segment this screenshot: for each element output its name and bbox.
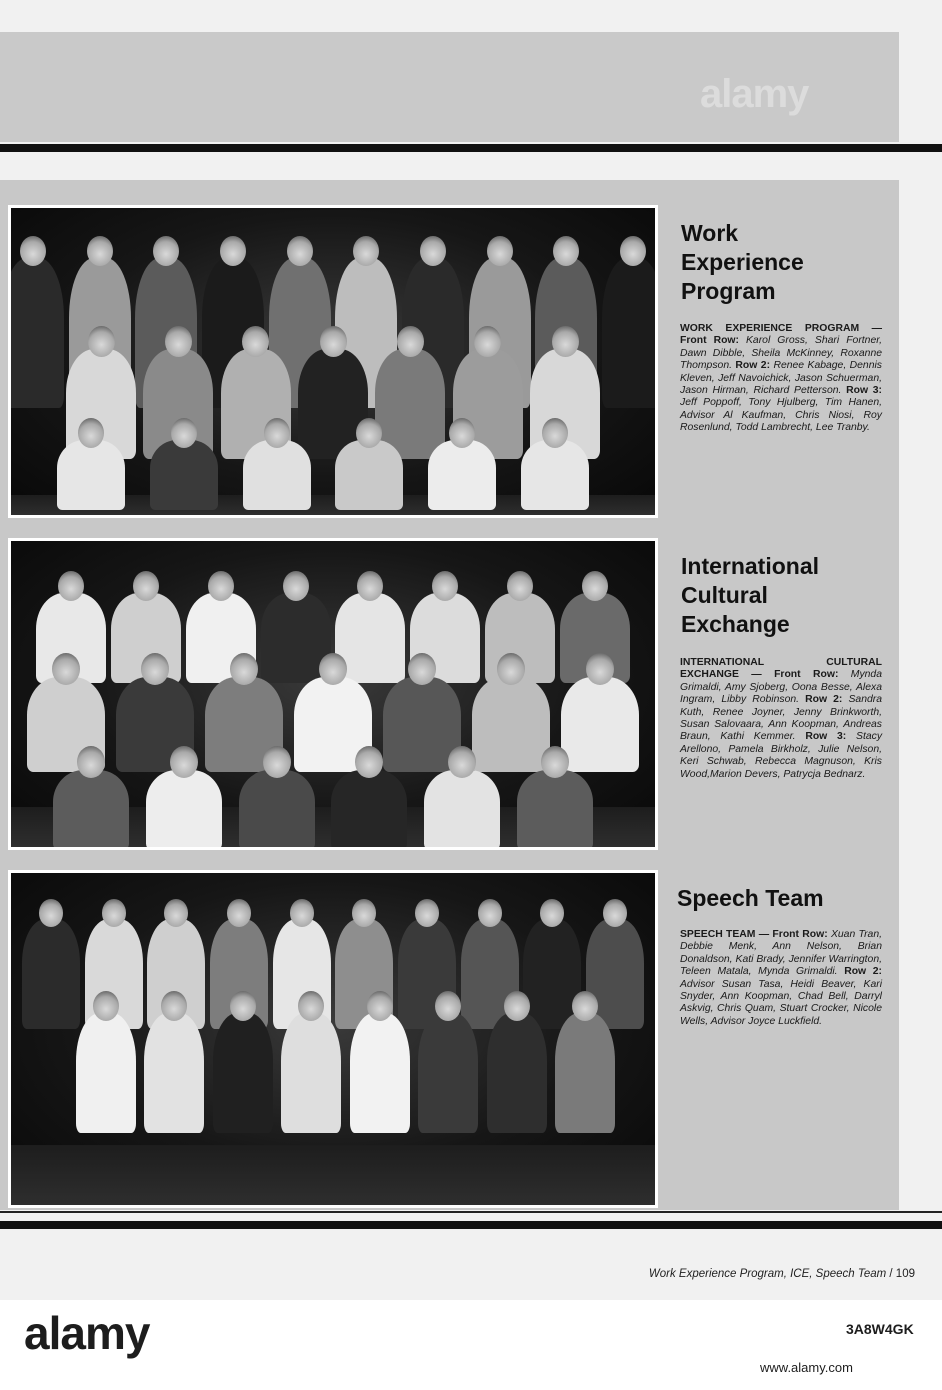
watermark: alamy [700,72,809,116]
caption-row2-label: Row 2: [805,694,843,706]
caption-row2: Sandra Kuth, Renee Joyner, Jenny Brinkworth, Susan Salovaara, Ann Koopman, Andreas Braun, Kathi Kemmer. [680,694,882,743]
caption-row3: Jeff Poppoff, Tony Hjulberg, Tim Hanen, Advisor Al Kaufman, Chris Niosi, Roy Rosenlund, Todd Lambrecht, Lee Tranby. [680,397,882,434]
work-experience-photo [8,205,658,518]
stage-floor [11,1145,655,1205]
caption-row1: Karol Gross, Shari Fortner, Dawn Dibble, Sheila McKinney, Roxanne Thompson. [680,335,882,372]
group-photo-image [11,208,655,515]
title-line: International [681,553,820,579]
ice-photo [8,538,658,850]
speech-team-photo [8,870,658,1208]
caption-row3-label: Row 3: [805,731,847,743]
title-line: Exchange [681,611,790,637]
group-photo-image [11,541,655,847]
title-line: Cultural [681,582,768,608]
caption-lead: WORK EXPERIENCE PROGRAM — Front Row: [680,323,882,347]
caption-row3: Stacy Arellono, Pamela Birkholz, Julie Nelson, Keri Schwab, Rebecca Magnuson, Kris Wood,Marion Devers, Patrycja Bednarz. [680,731,883,780]
caption-lead: SPEECH TEAM — Front Row: [680,929,828,940]
speech-team-title [677,884,897,913]
caption-row3-label: Row 3: [846,385,883,397]
caption-row2: Renee Kabage, Dennis Kleven, Jeff Navoichick, Jason Schuerman, Jason Hirman, Richard Petterson. [680,360,882,397]
caption-row1: Mynda Grimaldi, Amy Sjoberg, Oona Besse, Alexa Ingram, Libby Robinson. [680,669,882,706]
title-line: Experience [681,249,804,275]
speech-team-caption [680,929,882,1028]
title-line: Program [681,278,776,304]
page-number: / 109 [889,1268,915,1280]
top-rule [0,144,942,152]
header-band [0,32,899,142]
work-experience-caption [680,323,882,435]
caption-lead: INTERNATIONAL CULTURAL EXCHANGE — Front Row: [680,657,882,681]
caption-row1: Xuan Tran, Debbie Menk, Ann Nelson, Brian Donaldson, Kati Brady, Jennifer Warrington, Teleen Matala, Mynda Grimaldi. [680,929,882,978]
ice-caption [680,657,882,781]
stock-url[interactable]: www.alamy.com [760,1360,853,1375]
bottom-rule [0,1221,942,1229]
page-footer [580,1268,915,1280]
group-photo-image [11,873,655,1205]
caption-row2: Advisor Susan Tasa, Heidi Beaver, Kari Snyder, Ann Koopman, Chad Bell, Darryl Askvig, Chris Quam, Stuart Crocker, Nicole Wells, Advisor Joyce Luckfield. [680,978,882,1027]
ice-title [681,552,881,639]
work-experience-title [681,219,841,306]
title-line: Work [681,220,739,246]
footer-text: Work Experience Program, ICE, Speech Team [648,1268,887,1280]
alamy-logo: alamy [24,1307,150,1359]
bottom-rule-thin [0,1211,942,1213]
image-id: 3A8W4GK [846,1321,914,1337]
caption-row2-label: Row 2: [735,360,771,372]
caption-row2-label: Row 2: [844,966,882,978]
title-line: Speech Team [677,885,824,911]
